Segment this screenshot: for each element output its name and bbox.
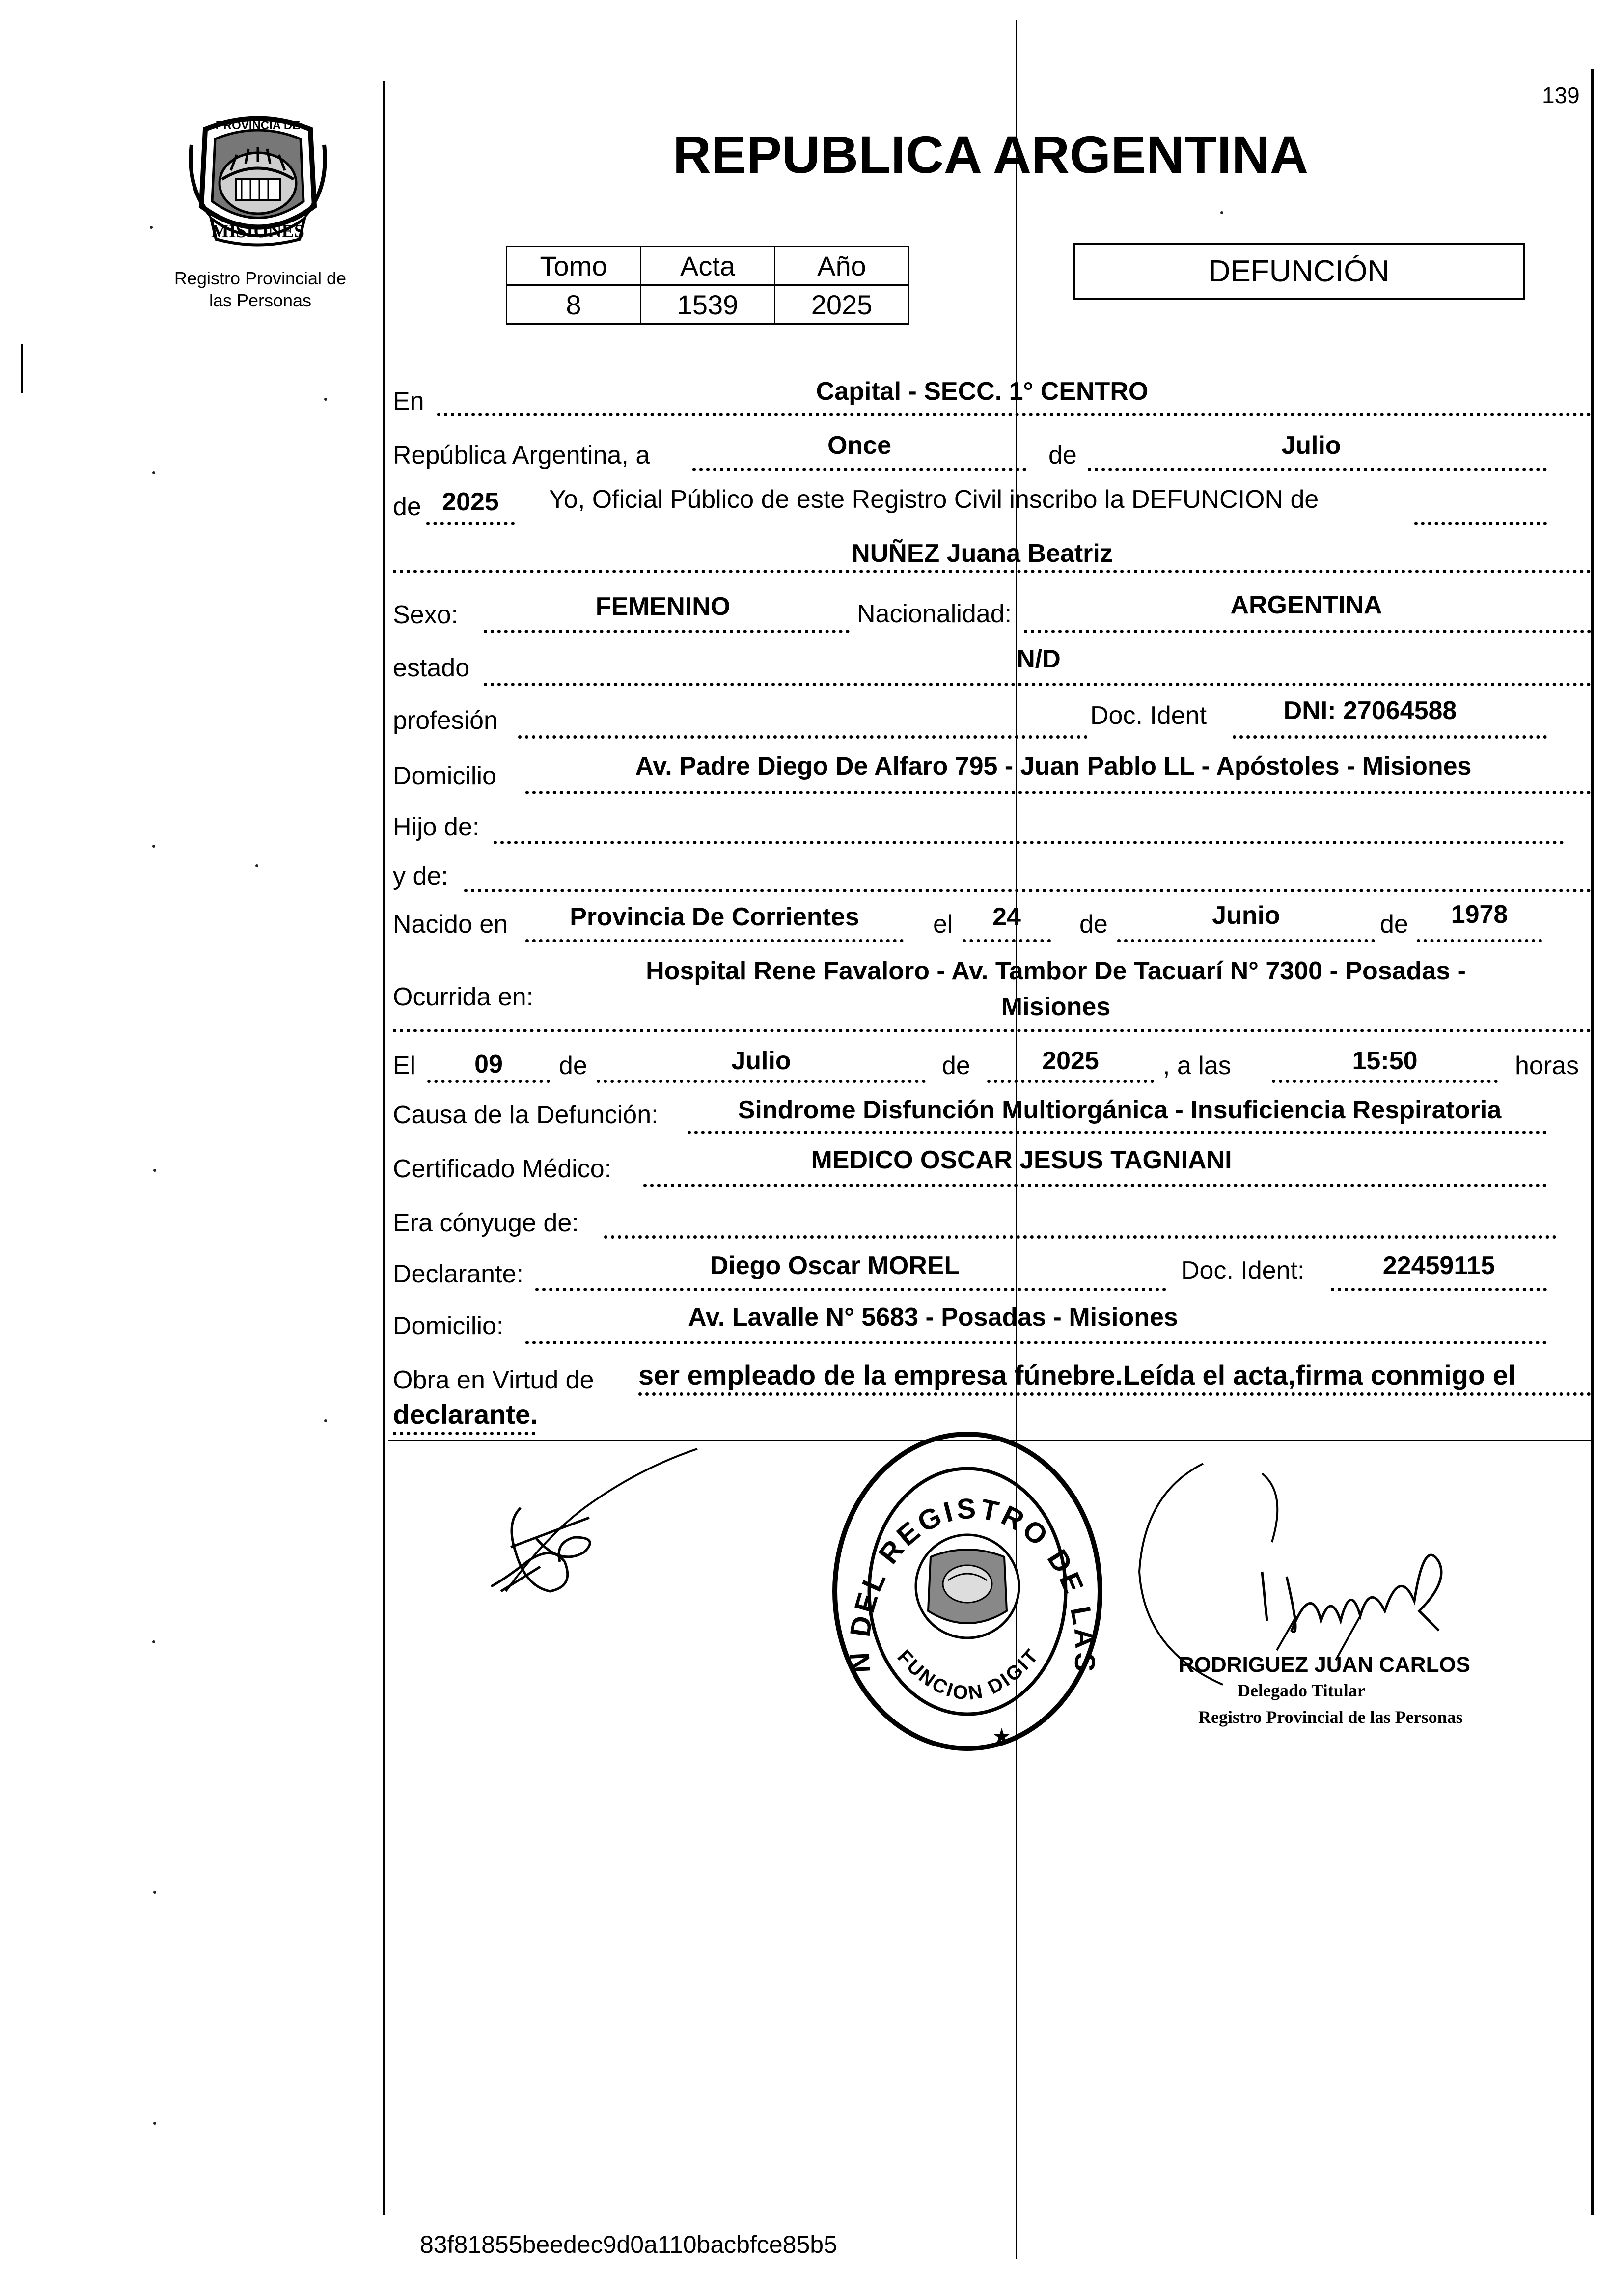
de-label-nacido-mes: de: [1079, 910, 1108, 939]
deceased-name: NUÑEZ Juana Beatriz: [852, 539, 1113, 568]
scan-speck: [1220, 211, 1223, 214]
de-label-muerte-anio: de: [942, 1052, 970, 1080]
footer-hash: 83f81855beedec9d0a110bacbfce85b5: [420, 2231, 837, 2258]
obra-line1: ser empleado de la empresa fúnebre.Leída el acta,firma conmigo el: [638, 1359, 1516, 1390]
conyuge-dotted-line: [604, 1235, 1557, 1239]
doc-ident2-dotted-line: [1331, 1288, 1547, 1291]
domicilio-dotted-line: [525, 791, 1591, 794]
nacido-lugar-dotted-line: [525, 939, 904, 942]
scan-left-edge-mark: [21, 344, 23, 393]
official-title: Delegado Titular: [1238, 1681, 1365, 1700]
en-dotted-line: [437, 413, 1591, 416]
official-name: RODRIGUEZ JUAN CARLOS: [1179, 1653, 1471, 1677]
page-number: 139: [1542, 83, 1580, 108]
nacionalidad-dotted-line: [1024, 630, 1591, 633]
declarant-signature: [462, 1439, 717, 1601]
y-de-label: y de:: [393, 862, 448, 890]
nacionalidad-label: Nacionalidad:: [857, 600, 1012, 628]
domicilio2-label: Domicilio:: [393, 1312, 504, 1340]
ocurrida-line1: Hospital Rene Favaloro - Av. Tambor De Tacuarí N° 7300 - Posadas -: [646, 957, 1466, 985]
certificado-label: Certificado Médico:: [393, 1155, 612, 1183]
obra-label: Obra en Virtud de: [393, 1366, 594, 1394]
stamp-inner-text: FUNCION DIGIT: [893, 1645, 1043, 1705]
sexo-label: Sexo:: [393, 601, 458, 629]
nacido-mes: Junio: [1212, 901, 1280, 930]
year-value: 2025: [442, 488, 499, 516]
scan-speck: [153, 1169, 156, 1172]
republica-label: República Argentina, a: [393, 441, 650, 470]
scan-speck: [152, 1640, 155, 1643]
day-dotted-line: [692, 468, 1026, 471]
estado-label: estado: [393, 654, 470, 682]
ocurrida-label: Ocurrida en:: [393, 983, 534, 1011]
declarante-label: Declarante:: [393, 1260, 523, 1288]
muerte-dia: 09: [474, 1050, 503, 1079]
registry-stamp: [825, 1424, 1110, 1758]
obra-line2: declarante.: [393, 1399, 538, 1430]
nacido-dia-dotted-line: [963, 939, 1051, 942]
el-label: el: [933, 910, 953, 939]
left-margin-line: [383, 81, 385, 2215]
domicilio-value: Av. Padre Diego De Alfaro 795 - Juan Pablo LL - Apóstoles - Misiones: [635, 752, 1472, 780]
scan-speck: [324, 398, 327, 401]
muerte-mes-dotted-line: [597, 1080, 926, 1083]
month-dotted-line: [1088, 468, 1547, 471]
profesion-dotted-line: [518, 735, 1088, 739]
sexo-dotted-line: [484, 630, 850, 633]
document-type: DEFUNCIÓN: [1208, 254, 1390, 288]
nacionalidad-value: ARGENTINA: [1230, 591, 1382, 619]
muerte-mes: Julio: [731, 1047, 791, 1075]
month-value: Julio: [1281, 431, 1341, 460]
acta-header: Acta: [641, 247, 775, 285]
stamp-star-icon: ★: [992, 1724, 1012, 1749]
y-de-dotted-line: [464, 889, 1591, 892]
anio-header: Año: [775, 247, 909, 285]
scan-speck: [153, 1891, 156, 1894]
scan-speck: [255, 864, 258, 867]
de-label-year: de: [393, 493, 421, 521]
scan-speck: [324, 1419, 327, 1422]
estado-dotted-line: [484, 683, 1591, 686]
seal-top-text: PROVINCIA DE: [215, 119, 301, 132]
right-margin-line: [1591, 69, 1594, 2215]
scan-speck: [152, 471, 155, 474]
hijo-dotted-line: [494, 841, 1564, 844]
de-label-month: de: [1048, 441, 1077, 470]
muerte-anio-dotted-line: [987, 1080, 1154, 1083]
day-words: Once: [827, 431, 892, 460]
domicilio2-dotted-line: [525, 1341, 1547, 1344]
profesion-label: profesión: [393, 706, 498, 735]
provincial-seal: [177, 106, 339, 253]
doc-ident2-value: 22459115: [1382, 1251, 1495, 1280]
doc-ident-label: Doc. Ident: [1090, 701, 1207, 730]
scan-speck: [153, 2122, 156, 2125]
registry-name-line2: las Personas: [209, 290, 312, 310]
de-label-nacido-anio: de: [1380, 910, 1408, 939]
nacido-mes-dotted-line: [1117, 939, 1375, 942]
domicilio-label: Domicilio: [393, 762, 496, 790]
ocurrida-dotted-line: [393, 1029, 1591, 1032]
declarante-dotted-line: [535, 1288, 1166, 1291]
causa-dotted-line: [688, 1131, 1547, 1134]
obra-dotted-line1: [638, 1392, 1591, 1396]
seal-bottom-text: MISIONES: [211, 221, 305, 242]
tomo-header: Tomo: [507, 247, 641, 285]
doc-ident-dotted-line: [1233, 735, 1547, 739]
nacido-lugar: Provincia De Corrientes: [570, 903, 859, 931]
country-title: REPUBLICA ARGENTINA: [673, 125, 1308, 184]
causa-value: Sindrome Disfunción Multiorgánica - Insuficiencia Respiratoria: [738, 1096, 1502, 1124]
a-las-label: , a las: [1163, 1052, 1231, 1080]
certificado-dotted-line: [643, 1184, 1547, 1187]
yo-dotted-line: [1414, 522, 1547, 525]
doc-ident2-label: Doc. Ident:: [1181, 1256, 1305, 1285]
anio-value: 2025: [775, 285, 909, 324]
certificado-value: MEDICO OSCAR JESUS TAGNIANI: [811, 1146, 1232, 1174]
estado-value: N/D: [1017, 645, 1061, 673]
registry-name-line1: Registro Provincial de: [174, 268, 347, 288]
hora-dotted-line: [1272, 1080, 1498, 1083]
nacido-label: Nacido en: [393, 910, 508, 939]
declarante-value: Diego Oscar MOREL: [710, 1251, 960, 1280]
nacido-dia: 24: [992, 903, 1021, 931]
muerte-anio: 2025: [1042, 1047, 1099, 1075]
official-office: Registro Provincial de las Personas: [1198, 1707, 1463, 1727]
acta-value: 1539: [641, 285, 775, 324]
nacido-anio: 1978: [1451, 900, 1508, 929]
conyuge-label: Era cónyuge de:: [393, 1209, 579, 1237]
obra-dotted-line2: [393, 1432, 535, 1435]
name-dotted-line: [393, 570, 1591, 573]
horas-label: horas: [1515, 1052, 1579, 1080]
hijo-label: Hijo de:: [393, 813, 480, 841]
scan-speck: [150, 226, 153, 229]
muerte-dia-dotted-line: [427, 1080, 550, 1083]
en-label: En: [393, 387, 424, 416]
en-value: Capital - SECC. 1° CENTRO: [816, 377, 1149, 406]
tomo-value: 8: [507, 285, 641, 324]
reference-table: [506, 246, 909, 325]
scan-speck: [152, 845, 155, 848]
domicilio2-value: Av. Lavalle N° 5683 - Posadas - Misiones: [688, 1303, 1178, 1331]
ocurrida-line2: Misiones: [1001, 993, 1111, 1021]
doc-ident-value: DNI: 27064588: [1283, 696, 1457, 725]
year-dotted-line: [426, 522, 515, 525]
causa-label: Causa de la Defunción:: [393, 1101, 659, 1129]
yo-oficial-text: Yo, Oficial Público de este Registro Civil inscribo la DEFUNCION de: [549, 485, 1319, 514]
nacido-anio-dotted-line: [1417, 939, 1542, 942]
de-label-muerte-mes: de: [559, 1052, 587, 1080]
stamp-outer-text: N DEL REGISTRO DE LAS: [843, 1492, 1101, 1676]
scan-center-line: [1016, 20, 1017, 2259]
sexo-value: FEMENINO: [595, 592, 731, 621]
hora-value: 15:50: [1352, 1047, 1418, 1075]
el-cap-label: El: [393, 1052, 416, 1080]
